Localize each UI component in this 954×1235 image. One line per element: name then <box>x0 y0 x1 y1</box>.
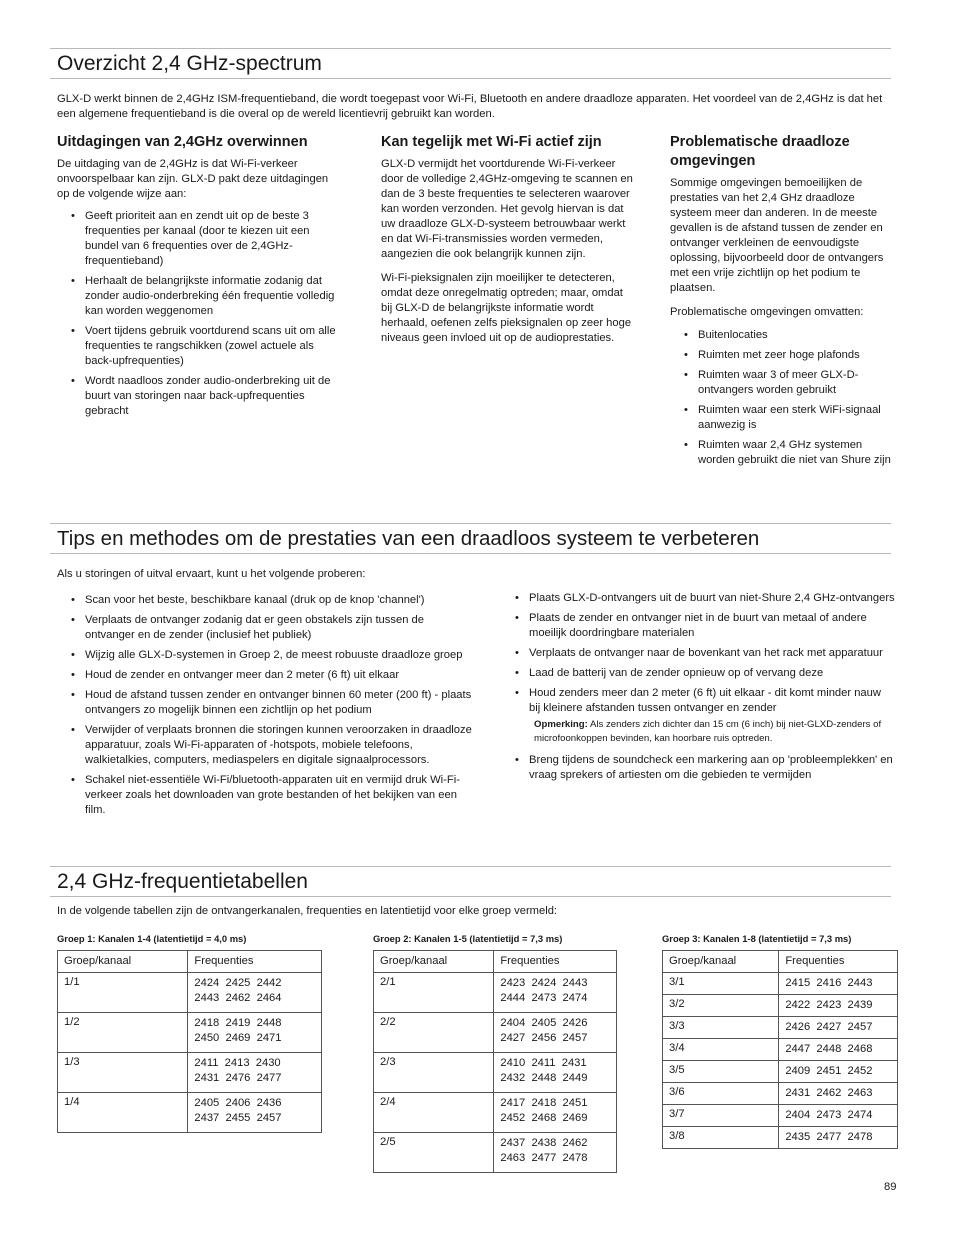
col2-para2: Wi-Fi-pieksignalen zijn moeilijker te detecteren, omdat deze onregelmatig optreden; maar, omdat bij GLX-D de belangrijkste informatie wordt herhaald, oefenen zelfs pieksignalen op zeer hoge niveaus geen invloed uit op de audioprestaties. <box>381 272 632 344</box>
section2-left-list <box>71 593 476 823</box>
freq-cell: 2409 2451 2452 <box>779 1061 898 1083</box>
col3-para2: Problematische omgevingen omvatten: <box>670 306 864 318</box>
table-row <box>374 1053 617 1093</box>
freq-cell: 2437 2438 2462 2463 2477 2478 <box>494 1133 617 1173</box>
col3-bullet-list <box>670 328 894 468</box>
col2-heading: Kan tegelijk met Wi-Fi actief zijn <box>381 134 602 150</box>
table2 <box>373 950 617 1173</box>
freq-cell: 2411 2413 2430 2431 2476 2477 <box>188 1053 322 1093</box>
section1-bottom-rule <box>50 78 891 79</box>
header-freq: Frequenties <box>779 951 898 973</box>
section2-right-list-last <box>515 753 895 783</box>
list-item: • Buitenlocaties <box>684 328 894 343</box>
list-item: • Houd de zender en ontvanger meer dan 2 meter (6 ft) uit elkaar <box>71 668 476 683</box>
channel-cell: 2/4 <box>374 1093 494 1133</box>
list-item: • Wordt naadloos zonder audio-onderbreking uit de buurt van storingen naar back-upfrequenties gebracht <box>71 374 342 419</box>
table-row <box>58 973 322 1013</box>
header-freq: Frequenties <box>494 951 617 973</box>
channel-cell: 3/7 <box>663 1105 779 1127</box>
freq-cell: 2431 2462 2463 <box>779 1083 898 1105</box>
list-item: • Houd zenders meer dan 2 meter (6 ft) uit elkaar - dit komt minder nauw bij kleinere afstanden tussen ontvanger en zender <box>515 686 895 716</box>
col2-para1: GLX-D vermijdt het voortdurende Wi-Fi-verkeer door de volledige 2,4GHz-omgeving te scannen en dan de 3 beste frequenties te selecteren waarover kan worden verzonden. Het gevolg hiervan is dat uw draadloze GLX-D-systeem betrouwbaar werkt en dat Wi-Fi-transmissies worden vermeden, aangezien die ook belangrijk kunnen zijn. <box>381 158 633 260</box>
channel-cell: 3/1 <box>663 973 779 995</box>
list-item: • Herhaalt de belangrijkste informatie zodanig dat zonder audio-onderbreking één frequentie volledig kan worden weggenomen <box>71 274 342 319</box>
note-text: Als zenders zich dichter dan 15 cm (6 inch) bij niet-GLXD-zenders of microfoonkoppen bevinden, kan hoorbare ruis optreden. <box>534 719 882 744</box>
list-item: • Ruimten waar 2,4 GHz systemen worden gebruikt die niet van Shure zijn <box>684 438 894 468</box>
list-item: • Verwijder of verplaats bronnen die storingen kunnen veroorzaken in draadloze apparatuur, zoals Wi-Fi-apparaten of -hotspots, mobiele telefoons, walkietalkies, computers, mediaspelers en digitale signaalprocessors. <box>71 723 476 768</box>
table3 <box>662 950 898 1149</box>
list-item: • Ruimten waar 3 of meer GLX-D-ontvangers worden gebruikt <box>684 368 894 398</box>
list-item: • Plaats de zender en ontvanger niet in de buurt van metaal of andere moeilijk doordringbare materialen <box>515 611 895 641</box>
section2-right-column <box>515 591 895 788</box>
list-item: • Verplaats de ontvanger naar de bovenkant van het rack met apparatuur <box>515 646 895 661</box>
section2-bottom-rule <box>50 553 891 554</box>
header-freq: Frequenties <box>188 951 322 973</box>
table2-caption: Groep 2: Kanalen 1-5 (latentietijd = 7,3 ms) <box>373 933 563 944</box>
channel-cell: 3/6 <box>663 1083 779 1105</box>
table-row <box>663 1127 898 1149</box>
channel-cell: 3/5 <box>663 1061 779 1083</box>
section1-col3 <box>670 133 894 473</box>
table-row <box>374 1093 617 1133</box>
section2-top-rule <box>50 523 891 524</box>
section3-top-rule <box>50 866 891 867</box>
freq-cell: 2418 2419 2448 2450 2469 2471 <box>188 1013 322 1053</box>
table-header-row <box>663 951 898 973</box>
list-item: • Schakel niet-essentiële Wi-Fi/bluetooth-apparaten uit en vermijd druk Wi-Fi-verkeer zoals het downloaden van grote bestanden of het bekijken van een film. <box>71 773 476 818</box>
table-header-row <box>58 951 322 973</box>
freq-cell: 2405 2406 2436 2437 2455 2457 <box>188 1093 322 1133</box>
table-header-row <box>374 951 617 973</box>
channel-cell: 1/2 <box>58 1013 188 1053</box>
channel-cell: 2/1 <box>374 973 494 1013</box>
section1-top-rule <box>50 48 891 49</box>
table-row <box>663 995 898 1017</box>
freq-cell: 2422 2423 2439 <box>779 995 898 1017</box>
table-row <box>374 973 617 1013</box>
list-item: • Breng tijdens de soundcheck een markering aan op 'probleemplekken' en vraag sprekers of artiesten om die gebieden te vermijden <box>515 753 895 783</box>
col1-heading: Uitdagingen van 2,4GHz overwinnen <box>57 134 308 150</box>
list-item: • Ruimten waar een sterk WiFi-signaal aanwezig is <box>684 403 894 433</box>
list-item: • Voert tijdens gebruik voortdurend scans uit om alle frequenties te rangschikken (zowel actuele als back-upfrequenties) <box>71 324 342 369</box>
section3-intro: In de volgende tabellen zijn de ontvangerkanalen, frequenties en latentietijd voor elke groep vermeld: <box>57 905 558 917</box>
freq-cell: 2417 2418 2451 2452 2468 2469 <box>494 1093 617 1133</box>
section1-col2 <box>381 133 633 346</box>
section3-title: 2,4 GHz-frequentietabellen <box>57 870 308 893</box>
table-row <box>58 1053 322 1093</box>
freq-cell: 2415 2416 2443 <box>779 973 898 995</box>
note <box>515 718 895 746</box>
table-row <box>58 1013 322 1053</box>
freq-cell: 2423 2424 2443 2444 2473 2474 <box>494 973 617 1013</box>
table3-caption: Groep 3: Kanalen 1-8 (latentietijd = 7,3 ms) <box>662 933 852 944</box>
freq-cell: 2410 2411 2431 2432 2448 2449 <box>494 1053 617 1093</box>
freq-cell: 2435 2477 2478 <box>779 1127 898 1149</box>
table-row <box>374 1133 617 1173</box>
table-row <box>663 1039 898 1061</box>
table-row <box>58 1093 322 1133</box>
channel-cell: 2/3 <box>374 1053 494 1093</box>
list-item: • Plaats GLX-D-ontvangers uit de buurt van niet-Shure 2,4 GHz-ontvangers <box>515 591 895 606</box>
list-item: • Scan voor het beste, beschikbare kanaal (druk op de knop 'channel') <box>71 593 476 608</box>
note-label: Opmerking: <box>534 719 588 730</box>
header-group: Groep/kanaal <box>374 951 494 973</box>
list-item: • Geeft prioriteit aan en zendt uit op de beste 3 frequenties per kanaal (door te kiezen uit een bundel van 6 frequenties over de 2,4GHz-frequentieband) <box>71 209 342 269</box>
section2-title: Tips en methodes om de prestaties van een draadloos systeem te verbeteren <box>57 527 760 550</box>
section2-right-list <box>515 591 895 716</box>
list-item: • Laad de batterij van de zender opnieuw op of vervang deze <box>515 666 895 681</box>
channel-cell: 3/2 <box>663 995 779 1017</box>
freq-cell: 2447 2448 2468 <box>779 1039 898 1061</box>
col3-heading: Problematische draadloze omgevingen <box>670 134 850 169</box>
table-row <box>663 1017 898 1039</box>
channel-cell: 1/4 <box>58 1093 188 1133</box>
section1-title: Overzicht 2,4 GHz-spectrum <box>57 52 322 75</box>
page-number: 89 <box>884 1181 897 1193</box>
list-item: • Verplaats de ontvanger zodanig dat er geen obstakels zijn tussen de ontvanger en de zender (inclusief het publiek) <box>71 613 476 643</box>
col3-para1: Sommige omgevingen bemoeilijken de prestaties van het 2,4 GHz draadloze systeem meer dan anderen. In de meeste gevallen is de afstand tussen de zender en ontvanger verkleinen de eenvoudigste oplossing, bijvoorbeeld door de ontvangers met een vrije zichtlijn op het podium te plaatsen. <box>670 177 884 294</box>
list-item: • Houd de afstand tussen zender en ontvanger binnen 60 meter (200 ft) - plaats ontvangers zo mogelijk binnen een zichtlijn op het podium <box>71 688 476 718</box>
header-group: Groep/kanaal <box>663 951 779 973</box>
channel-cell: 2/2 <box>374 1013 494 1053</box>
channel-cell: 1/3 <box>58 1053 188 1093</box>
table-row <box>663 1083 898 1105</box>
table-row <box>374 1013 617 1053</box>
col1-text: De uitdaging van de 2,4GHz is dat Wi-Fi-verkeer onvoorspelbaar kan zijn. GLX-D pakt deze uitdagingen op de volgende wijze aan: <box>57 158 329 200</box>
freq-cell: 2404 2405 2426 2427 2456 2457 <box>494 1013 617 1053</box>
table-row <box>663 973 898 995</box>
freq-cell: 2404 2473 2474 <box>779 1105 898 1127</box>
freq-cell: 2426 2427 2457 <box>779 1017 898 1039</box>
section2-intro: Als u storingen of uitval ervaart, kunt u het volgende proberen: <box>57 568 366 580</box>
list-item: • Ruimten met zeer hoge plafonds <box>684 348 894 363</box>
section1-col1 <box>57 133 342 424</box>
col1-bullet-list <box>57 209 342 419</box>
section3-bottom-rule <box>50 896 891 897</box>
section1-intro: GLX-D werkt binnen de 2,4GHz ISM-frequentieband, die wordt toegepast voor Wi-Fi, Bluetooth en andere draadloze apparaten. Het voordeel van de 2,4GHz is dat het een algemene frequentieband is die overal op de wereld licentievrij gebruikt kan worden. <box>57 93 883 120</box>
header-group: Groep/kanaal <box>58 951 188 973</box>
table1 <box>57 950 322 1133</box>
channel-cell: 3/3 <box>663 1017 779 1039</box>
table-row <box>663 1105 898 1127</box>
freq-cell: 2424 2425 2442 2443 2462 2464 <box>188 973 322 1013</box>
channel-cell: 1/1 <box>58 973 188 1013</box>
channel-cell: 3/4 <box>663 1039 779 1061</box>
channel-cell: 2/5 <box>374 1133 494 1173</box>
channel-cell: 3/8 <box>663 1127 779 1149</box>
table-row <box>663 1061 898 1083</box>
list-item: • Wijzig alle GLX-D-systemen in Groep 2, de meest robuuste draadloze groep <box>71 648 476 663</box>
table1-caption: Groep 1: Kanalen 1-4 (latentietijd = 4,0 ms) <box>57 933 247 944</box>
